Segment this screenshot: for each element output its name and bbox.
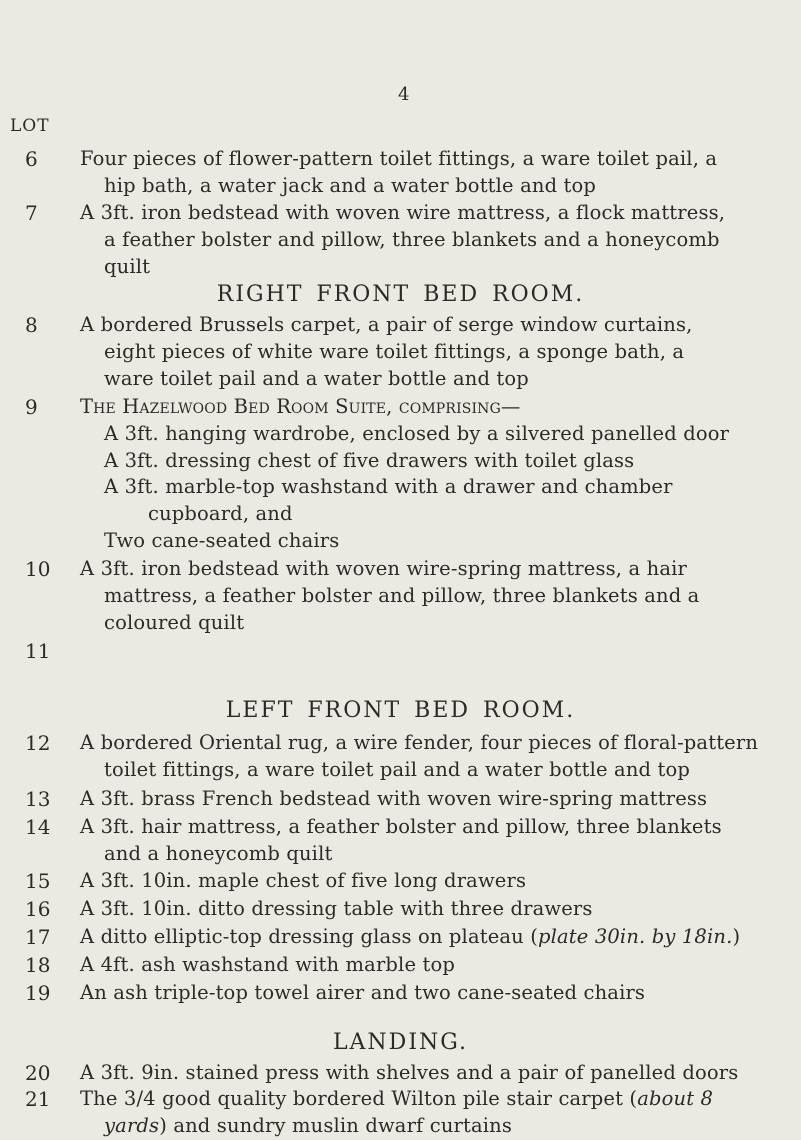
lot-text-line <box>80 1113 792 1140</box>
lot-text-line: eight pieces of white ware toilet fittings, a sponge bath, a <box>104 339 685 363</box>
lot-text-line: A 3ft. iron bedstead with woven wire mattress, a flock mattress, <box>80 201 726 224</box>
section-heading-right-front-bed-room: RIGHT FRONT BED ROOM. <box>216 282 585 307</box>
lot-text-line: A 3ft. brass French bedstead with woven wire-spring mattress <box>80 787 708 810</box>
lot-text-line: toilet fittings, a ware toilet pail and a water bottle and top <box>104 757 691 781</box>
lot-text-line: quilt <box>104 254 151 278</box>
lot-text-italic: about 8 <box>637 1087 714 1110</box>
lot-number: 18 <box>25 953 51 977</box>
lot-number: 19 <box>25 981 51 1005</box>
lot-text-line: A 4ft. ash washstand with marble top <box>80 953 455 976</box>
lot-text-line: Two cane-seated chairs <box>104 528 340 552</box>
lot-text-line <box>80 1086 792 1113</box>
lot-text-line: and a honeycomb quilt <box>104 841 333 865</box>
lot-number: 10 <box>25 557 51 581</box>
lot-text-line: ware toilet pail and a water bottle and top <box>104 366 529 390</box>
lot-text-line: A bordered Brussels carpet, a pair of serge window curtains, <box>80 313 693 336</box>
page-number: 4 <box>398 84 410 105</box>
lot-text-line: A 3ft. hanging wardrobe, enclosed by a silvered panelled door <box>104 421 730 445</box>
lot-text-line: A bordered Oriental rug, a wire fender, four pieces of floral-pattern <box>80 731 759 754</box>
lot-number: 20 <box>25 1061 51 1085</box>
section-heading-landing: LANDING. <box>332 1030 469 1055</box>
lot-number: 9 <box>25 395 38 419</box>
lot-text-line: A 3ft. hair mattress, a feather bolster and pillow, three blankets <box>80 815 722 838</box>
lot-text-line: A 3ft. 10in. maple chest of five long drawers <box>80 869 527 892</box>
lot-text-line: hip bath, a water jack and a water bottle and top <box>104 173 597 197</box>
lot-text-line: Four pieces of flower-pattern toilet fittings, a ware toilet pail, a <box>80 147 718 170</box>
section-heading-left-front-bed-room: LEFT FRONT BED ROOM. <box>225 698 576 723</box>
lot-text: ) and sundry muslin dwarf curtains <box>159 1113 513 1137</box>
lot-number: 13 <box>25 787 51 811</box>
lot-text-line: A 3ft. marble-top washstand with a drawer and chamber <box>104 475 673 499</box>
lot-number: 12 <box>25 731 51 755</box>
lot-text-line: A 3ft. dressing chest of five drawers with toilet glass <box>104 448 635 472</box>
lot-number: 17 <box>25 925 51 949</box>
lot-text: The 3/4 good quality bordered Wilton pile stair carpet ( <box>80 1087 638 1110</box>
lot-text: A ditto elliptic-top dressing glass on plateau ( <box>80 925 538 948</box>
lot-text-line: a feather bolster and pillow, three blankets and a honeycomb <box>104 227 720 251</box>
lot-text-line: An ash triple-top towel airer and two cane-seated chairs <box>80 981 646 1004</box>
lot-number: 14 <box>25 815 51 839</box>
lot-text-italic: plate 30in. by 18in. <box>538 925 733 948</box>
lot-number: 15 <box>25 869 51 893</box>
lot-number: 6 <box>25 147 38 171</box>
lot-text-line: cupboard, and <box>148 502 293 526</box>
lot-column-header: LOT <box>10 116 50 136</box>
lot-text-italic: yards <box>104 1113 160 1137</box>
lot-number: 7 <box>25 201 38 225</box>
lot-number: 21 <box>25 1087 51 1111</box>
lot-text-line: A 3ft. 10in. ditto dressing table with three drawers <box>80 897 593 920</box>
lot-text-line <box>80 924 792 951</box>
lot-number: 11 <box>25 639 51 663</box>
lot-text-line: A 3ft. 9in. stained press with shelves and a pair of panelled doors <box>80 1061 739 1084</box>
lot-text-line: mattress, a feather bolster and pillow, three blankets and a <box>104 583 700 607</box>
lot-text-line: A 3ft. iron bedstead with woven wire-spring mattress, a hair <box>80 557 687 580</box>
lot-number: 8 <box>25 313 38 337</box>
lot-number: 16 <box>25 897 51 921</box>
lot-text-line: The Hazelwood Bed Room Suite, comprising— <box>80 395 521 418</box>
lot-text: ) <box>732 925 741 948</box>
lot-text-line: coloured quilt <box>104 610 245 634</box>
